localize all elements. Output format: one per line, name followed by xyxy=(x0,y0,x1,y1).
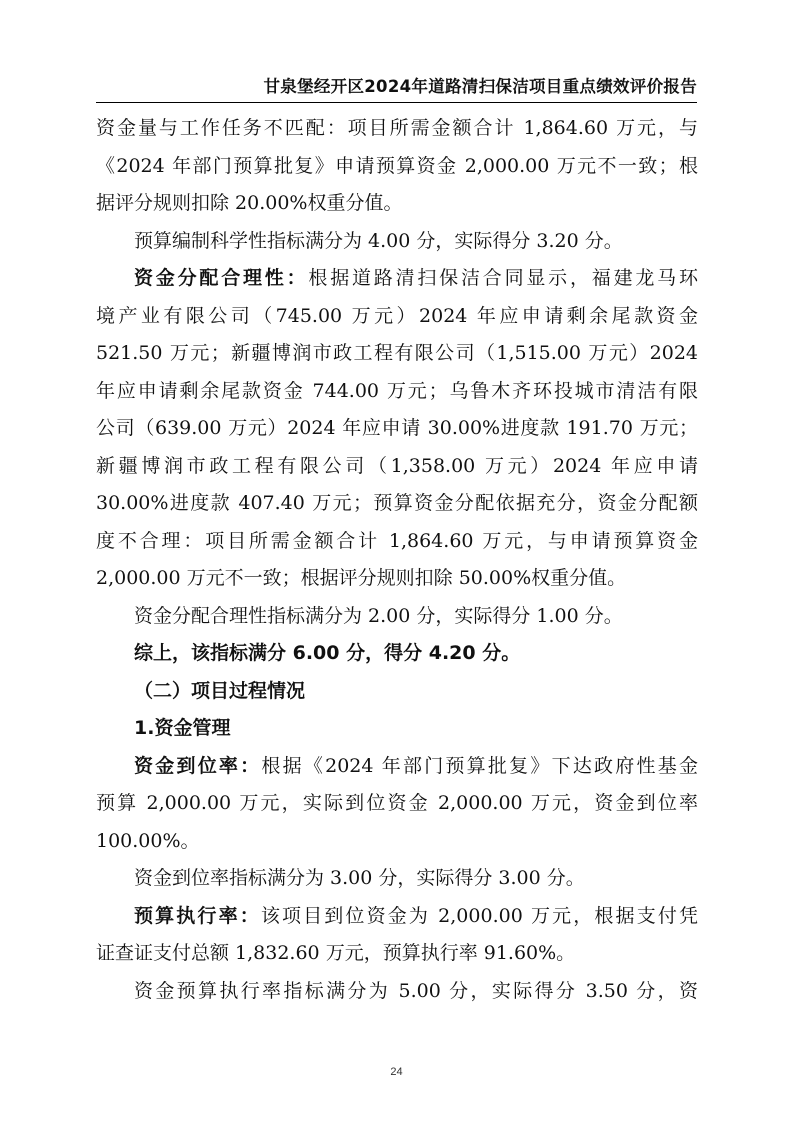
line-text: 年应申请剩余尾款资金 744.00 万元；乌鲁木齐环投城市清洁有限 xyxy=(96,379,698,402)
text-line xyxy=(96,335,698,373)
line-text: 据评分规则扣除 20.00%权重分值。 xyxy=(96,192,403,214)
line-text: 521.50 万元；新疆博润市政工程有限公司（1,515.00 万元）2024 xyxy=(96,342,698,364)
line-text: 2,000.00 万元不一致；根据评分规则扣除 50.00%权重分值。 xyxy=(96,567,627,589)
bold-lead-text: 资金分配合理性： xyxy=(134,267,309,289)
line-text: 根据道路清扫保洁合同显示，福建龙马环 xyxy=(308,267,698,289)
text-line xyxy=(96,785,698,823)
line-text: 境产业有限公司（745.00 万元）2024 年应申请剩余尾款资金 xyxy=(96,304,698,327)
line-text: 资金预算执行率指标满分为 5.00 分，实际得分 3.50 分，资 xyxy=(134,979,698,1002)
text-line xyxy=(96,560,698,598)
text-line xyxy=(96,523,698,561)
text-line xyxy=(96,673,698,711)
text-line xyxy=(96,898,698,936)
line-text: 根据《2024 年部门预算批复》下达政府性基金 xyxy=(261,754,698,777)
text-line xyxy=(96,298,698,336)
page-footer xyxy=(0,1066,793,1078)
text-line xyxy=(96,935,698,973)
bold-lead-text: 1.资金管理 xyxy=(134,717,231,739)
text-line xyxy=(96,635,698,673)
line-text: 资金分配合理性指标满分为 2.00 分，实际得分 1.00 分。 xyxy=(134,604,623,627)
text-line xyxy=(96,710,698,748)
text-line xyxy=(96,373,698,411)
document-body xyxy=(96,110,698,1010)
line-text: 资金量与工作任务不匹配：项目所需金额合计 1,864.60 万元，与 xyxy=(96,117,698,139)
header-title: 甘泉堡经开区2024年道路清扫保洁项目重点绩效评价报告 xyxy=(263,77,697,96)
text-line xyxy=(96,598,698,636)
text-line xyxy=(96,410,698,448)
line-text: 《2024 年部门预算批复》申请预算资金 2,000.00 万元不一致；根 xyxy=(96,154,698,177)
text-line xyxy=(96,148,698,186)
line-text: 预算 2,000.00 万元，实际到位资金 2,000.00 万元，资金到位率 xyxy=(96,792,698,814)
line-text: 度不合理：项目所需金额合计 1,864.60 万元，与申请预算资金 xyxy=(96,529,698,552)
text-line xyxy=(96,485,698,523)
text-line xyxy=(96,823,698,861)
text-line xyxy=(96,185,698,223)
line-text: 100.00%。 xyxy=(96,829,200,852)
bold-lead-text: 综上，该指标满分 6.00 分，得分 4.20 分。 xyxy=(134,642,521,664)
bold-lead-text: 资金到位率： xyxy=(134,754,262,777)
line-text: 公司（639.00 万元）2024 年应申请 30.00%进度款 191.70 万元； xyxy=(96,417,698,439)
line-text: 证查证支付总额 1,832.60 万元，预算执行率 91.60%。 xyxy=(96,942,576,964)
text-line xyxy=(96,260,698,298)
text-line xyxy=(96,223,698,261)
text-line xyxy=(96,860,698,898)
text-line xyxy=(96,973,698,1011)
text-line xyxy=(96,448,698,486)
line-text: 30.00%进度款 407.40 万元；预算资金分配依据充分，资金分配额 xyxy=(96,492,698,514)
text-line xyxy=(96,748,698,786)
page-number: 24 xyxy=(390,1066,403,1078)
line-text: 新疆博润市政工程有限公司（1,358.00 万元）2024 年应申请 xyxy=(96,454,698,477)
line-text: 该项目到位资金为 2,000.00 万元，根据支付凭 xyxy=(260,904,698,927)
bold-lead-text: （二）项目过程情况 xyxy=(134,679,306,702)
line-text: 预算编制科学性指标满分为 4.00 分，实际得分 3.20 分。 xyxy=(134,229,623,252)
text-line xyxy=(96,110,698,148)
bold-lead-text: 预算执行率： xyxy=(134,904,261,927)
line-text: 资金到位率指标满分为 3.00 分，实际得分 3.00 分。 xyxy=(134,867,585,889)
page-header xyxy=(96,72,697,103)
